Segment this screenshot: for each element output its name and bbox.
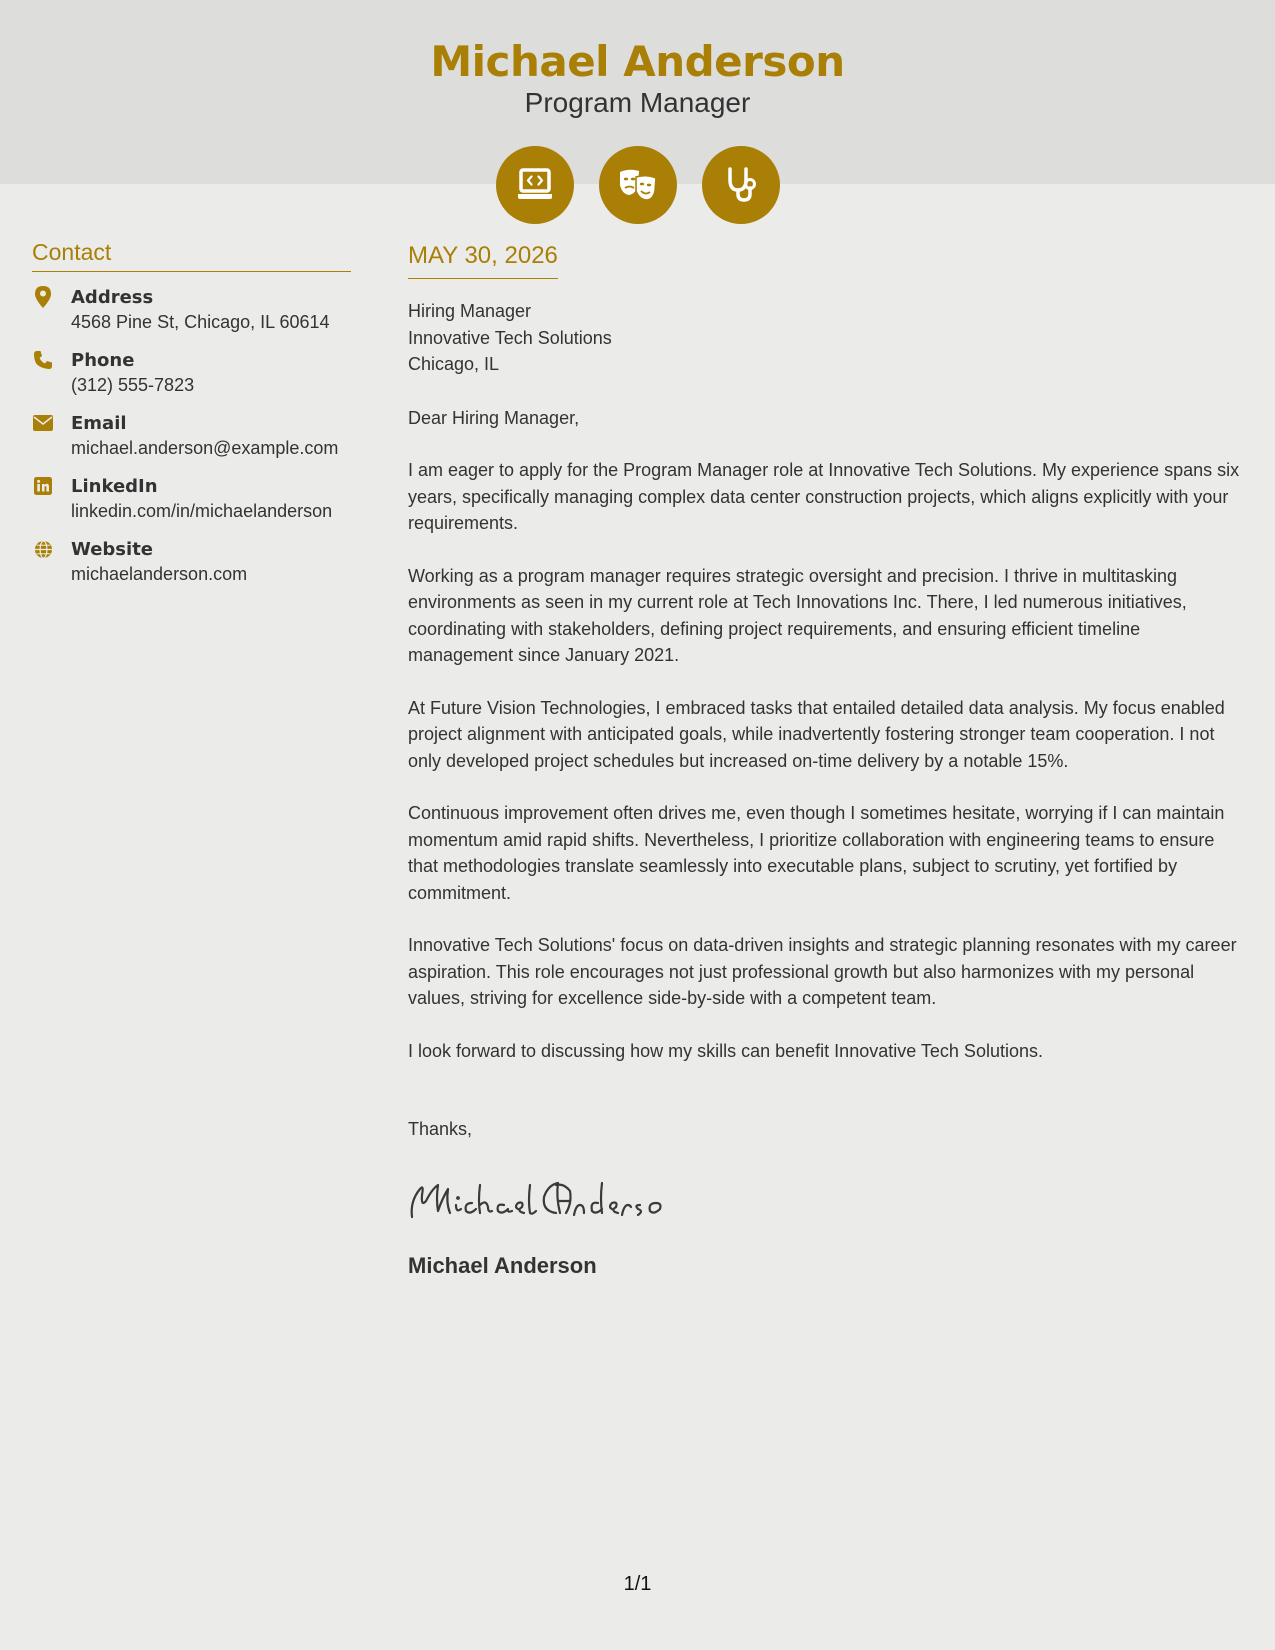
letter-body [408, 240, 1248, 1281]
interest-icons [496, 146, 780, 224]
recipient-name: Hiring Manager [408, 301, 532, 321]
email-label: Email [71, 413, 127, 434]
website-value: michaelanderson.com [71, 564, 248, 584]
paragraph-3: At Future Vision Technologies, I embraced tasks that entailed detailed data analysis. My focus enabled project alignment with anticipated goals, while inadvertently fostering stronger team cooperation. I not only developed project schedules but increased on-time delivery by a notable 15%. [408, 697, 1225, 771]
applicant-title: Program Manager [524, 87, 751, 118]
letter-date: MAY 30, 2026 [408, 240, 558, 279]
contact-address [32, 285, 351, 335]
globe-icon [32, 538, 54, 560]
linkedin-label: LinkedIn [71, 476, 158, 497]
email-value: michael.anderson@example.com [71, 438, 339, 458]
paragraph-5: Innovative Tech Solutions' focus on data-driven insights and strategic planning resonates with my career aspiration. This role encourages not just professional growth but also harmonizes with my personal values, striving for excellence side-by-side with a competent team. [408, 935, 1237, 1008]
contact-sidebar [32, 236, 351, 587]
applicant-name: Michael Anderson [430, 37, 845, 86]
address-label: Address [71, 287, 154, 308]
recipient-company: Innovative Tech Solutions [408, 327, 612, 348]
theater-masks-icon [599, 146, 677, 224]
paragraph-4: Continuous improvement often drives me, even though I sometimes hesitate, worrying if I can maintain momentum amid rapid shifts. Nevertheless, I prioritize collaboration with engineering teams to ensure that methodologies translate seamlessly into executable plans, subject to scrutiny, yet fortified by commitment. [408, 803, 1225, 903]
stethoscope-icon [702, 146, 780, 224]
recipient-block [408, 298, 1248, 378]
contact-email [32, 411, 351, 461]
phone-label: Phone [71, 350, 135, 371]
signer-name: Michael Anderson [408, 1252, 597, 1278]
handwritten-signature [408, 1171, 668, 1227]
salutation: Dear Hiring Manager, [408, 407, 580, 428]
paragraph-1: I am eager to apply for the Program Manager role at Innovative Tech Solutions. My experience spans six years, specifically managing complex data center construction projects, which aligns explicitly with your requirements. [408, 460, 1240, 533]
page-number: 1/1 [623, 1573, 652, 1595]
phone-icon [32, 349, 54, 371]
linkedin-value: linkedin.com/in/michaelanderson [71, 501, 333, 521]
laptop-code-icon [496, 146, 574, 224]
closing: Thanks, [408, 1119, 473, 1139]
envelope-icon [32, 412, 54, 434]
phone-value: (312) 555-7823 [71, 375, 195, 395]
paragraph-2: Working as a program manager requires strategic oversight and precision. I thrive in multitasking environments as seen in my current role at Tech Innovations Inc. There, I led numerous initiatives, coordinating with stakeholders, defining project requirements, and ensuring efficient timeline management since January 2021. [408, 565, 1187, 665]
recipient-location: Chicago, IL [408, 354, 500, 374]
contact-linkedin [32, 474, 351, 524]
linkedin-icon [32, 475, 54, 497]
address-value: 4568 Pine St, Chicago, IL 60614 [71, 312, 330, 332]
contact-phone [32, 348, 351, 398]
map-pin-icon [32, 286, 54, 308]
contact-heading: Contact [32, 236, 351, 272]
contact-website [32, 537, 351, 587]
website-label: Website [71, 539, 154, 560]
paragraph-6: I look forward to discussing how my skills can benefit Innovative Tech Solutions. [408, 1040, 1043, 1061]
